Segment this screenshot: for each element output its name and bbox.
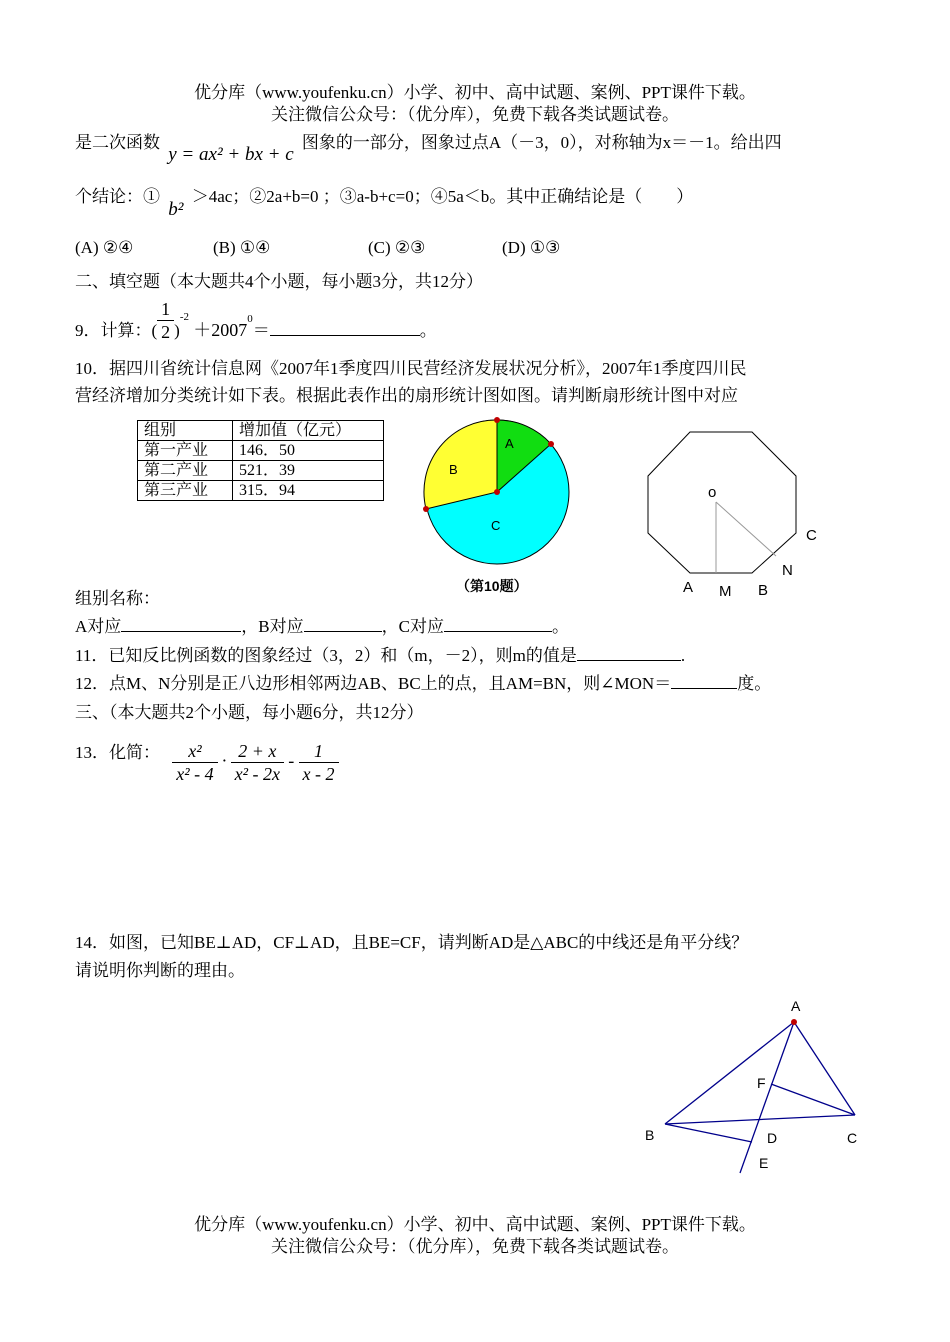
q13-f3-den: x - 2: [302, 764, 335, 784]
pie-caption: （第10题）: [456, 578, 528, 594]
q10-c-label: ，C对应: [381, 617, 444, 636]
q10-group-name: 组别名称：: [75, 589, 160, 608]
octagon-label-n: N: [782, 562, 793, 579]
q11-text: 11．已知反比例函数的图象经过（3，2）和（m，－2），则m的值是: [75, 646, 577, 665]
q11-line: [75, 641, 685, 666]
octagon-label-b: B: [758, 582, 769, 599]
q13-fraction-3: [299, 740, 339, 785]
q14-line-2: 请说明你判断的理由。: [75, 961, 245, 980]
header-line-1: 优分库（www.youfenku.cn）小学、初中、高中试题、案例、PPT课件下载。: [194, 83, 756, 102]
fig-label-b: B: [645, 1127, 655, 1143]
q8-line-2: [75, 182, 694, 220]
q8-text-c: 个结论：①: [75, 187, 160, 206]
q9-end: 。: [419, 321, 437, 341]
octagon-label-o: o: [708, 484, 717, 501]
pie-label-c: C: [491, 518, 501, 533]
octagon-label-m: M: [719, 583, 732, 600]
q9-answer-blank[interactable]: [270, 319, 420, 336]
fig-label-a: A: [791, 998, 801, 1014]
table-cell: 521．39: [233, 461, 384, 481]
q13-prefix: 13．化简：: [75, 743, 160, 763]
q8-text-d: ＞4ac；②2a+b=0 ；③a-b+c=0；④5a＜b。其中正确结论是（ ）: [191, 187, 694, 206]
table-cell: 315．94: [233, 481, 384, 501]
q8-option-a: (A) ②④: [75, 238, 134, 257]
pie-label-b: B: [449, 462, 458, 477]
table-cell: 第三产业: [138, 481, 233, 501]
q10-octagon-figure: [640, 420, 840, 605]
q9-frac-num: 1: [157, 298, 174, 321]
q13-fraction-2: [231, 740, 284, 785]
table-header-cell: 增加值（亿元）: [233, 421, 384, 441]
fig-label-d: D: [767, 1130, 778, 1146]
header-line-2: 关注微信公众号：（优分库），免费下载各类试题试卷。: [271, 105, 679, 124]
pie-point: [494, 417, 500, 423]
q13-minus: -: [288, 750, 295, 771]
q13-f2-num: 2 + x: [231, 740, 284, 763]
q13-fraction-1: [172, 740, 217, 785]
q14-line-1: 14．如图，已知BE⊥AD，CF⊥AD，且BE=CF，请判断AD是△ABC的中线还是角平分线？: [75, 933, 749, 952]
q8-formula: y = ax² + bx + c: [168, 144, 294, 165]
table-header-row: [138, 421, 384, 441]
q13-f2-den: x² - 2x: [234, 764, 281, 784]
table-cell: 146．50: [233, 441, 384, 461]
q14-triangle-figure: [635, 995, 875, 1180]
q9-rest: ＋2007: [193, 320, 248, 341]
q10-b-label: ，B对应: [241, 617, 304, 636]
table-cell: 第二产业: [138, 461, 233, 481]
pie-point: [423, 506, 429, 512]
q9-exp: -2: [179, 310, 190, 323]
section-2-title: 二、填空题（本大题共4个小题，每小题3分，共12分）: [75, 272, 483, 291]
q9-prefix: 9．计算：: [75, 321, 152, 341]
q10-c-blank[interactable]: [444, 615, 552, 632]
q8-line-1: [75, 128, 782, 165]
q10-b-blank[interactable]: [304, 615, 382, 632]
q10-stat-table: [137, 420, 384, 501]
q12-line: [75, 669, 771, 694]
q9-fraction: [157, 298, 174, 343]
q10-line-1: 10．据四川省统计信息网《2007年1季度四川民营经济发展状况分析》，2007年1季度四川民: [75, 359, 747, 378]
q13-f1-num: x²: [172, 740, 217, 763]
line-ab: [665, 1022, 794, 1124]
table-cell: 第一产业: [138, 441, 233, 461]
table-row: [138, 441, 384, 461]
point-a: [791, 1019, 797, 1025]
table-row: [138, 481, 384, 501]
q10-end: 。: [551, 617, 569, 636]
q10-line-2: 营经济增加分类统计如下表。根据此表作出的扇形统计图如图。请判断扇形统计图中对应: [75, 386, 738, 405]
q8-option-b: (B) ①④: [213, 238, 271, 257]
q11-end: .: [680, 646, 686, 665]
fig-label-f: F: [757, 1075, 766, 1091]
table-header-cell: 组别: [138, 421, 233, 441]
footer-line-2: 关注微信公众号：（优分库），免费下载各类试题试卷。: [271, 1237, 679, 1256]
q13-line: [75, 740, 339, 800]
octagon-shape: [648, 432, 796, 573]
q8-option-d: (D) ①③: [502, 238, 561, 257]
line-be: [665, 1124, 752, 1142]
q12-answer-blank[interactable]: [671, 672, 737, 689]
q10-a-blank[interactable]: [121, 615, 241, 632]
q9-frac-den: 2: [161, 322, 171, 342]
q9-line: 9．计算：( $\frac{1}{2}$ )$^{-2} +2007^0=$ 。: [75, 299, 437, 342]
line-cf: [771, 1084, 855, 1115]
octagon-label-c: C: [806, 527, 817, 544]
q12-end: 度。: [737, 674, 772, 693]
q10-a-label: A对应: [75, 617, 122, 636]
table-row: [138, 461, 384, 481]
fig-label-c: C: [847, 1130, 858, 1146]
section-3-title: 三、（本大题共2个小题，每小题6分，共12分）: [75, 703, 424, 722]
octagon-label-a: A: [683, 579, 694, 596]
q10-pie-figure: [420, 412, 580, 602]
line-ac: [794, 1022, 855, 1115]
q11-answer-blank[interactable]: [577, 644, 681, 661]
q9-eq: ＝: [252, 321, 270, 341]
q8-text-b: 图象的一部分，图象过点A（－3，0），对称轴为x＝－1。给出四: [301, 133, 782, 152]
footer-line-1: 优分库（www.youfenku.cn）小学、初中、高中试题、案例、PPT课件下载。: [194, 1215, 756, 1234]
q8-b-squared: b²: [168, 199, 184, 220]
pie-point: [548, 441, 554, 447]
pie-point: [494, 489, 500, 495]
q10-answer-line: [75, 612, 569, 637]
octagon-line-on: [716, 502, 776, 556]
q12-text: 12．点M、N分别是正八边形相邻两边AB、BC上的点，且AM=BN，则∠MON＝: [75, 674, 672, 693]
line-ae: [740, 1022, 794, 1173]
q13-dot: ·: [221, 750, 227, 771]
q8-text-a: 是二次函数: [75, 133, 160, 152]
q8-option-c: (C) ②③: [368, 238, 426, 257]
q9-exp0: 0: [247, 312, 253, 325]
q13-f3-num: 1: [299, 740, 339, 763]
fig-label-e: E: [759, 1155, 769, 1171]
pie-label-a: A: [505, 436, 514, 451]
q13-f1-den: x² - 4: [176, 764, 214, 784]
